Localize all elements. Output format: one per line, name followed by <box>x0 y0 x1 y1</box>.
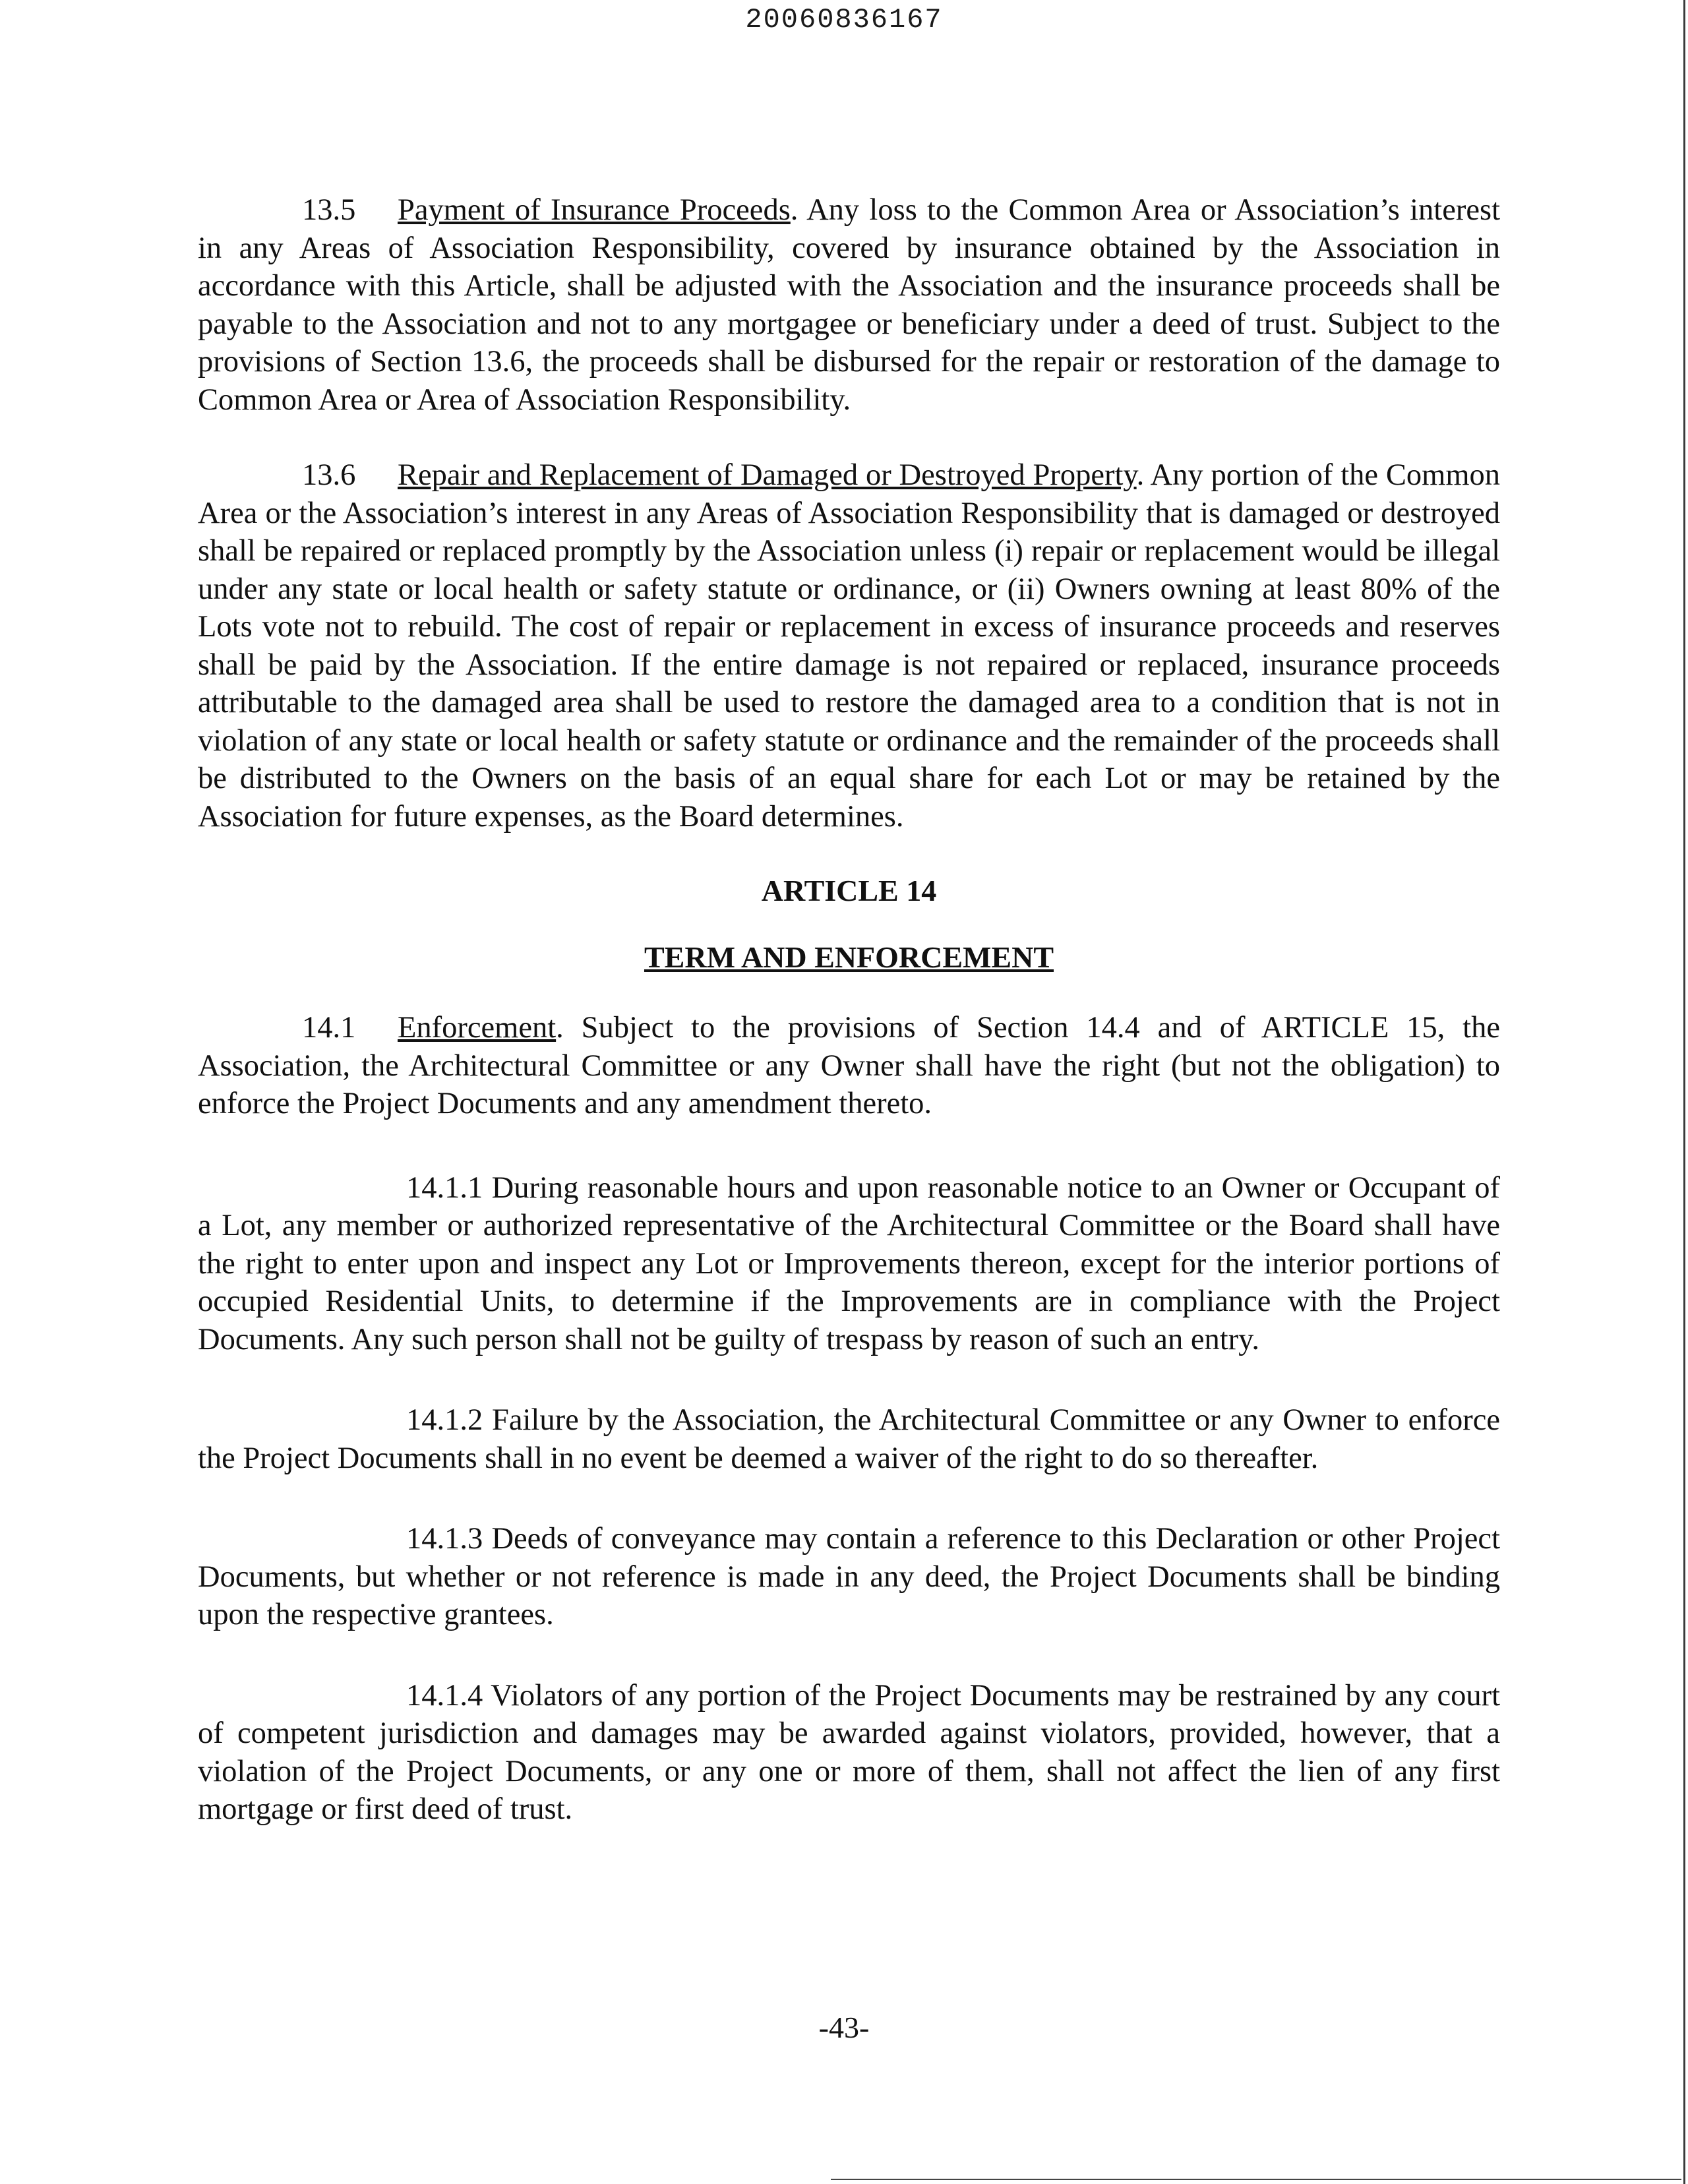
section-body: . Subject to the provisions of Section 14.4 and of ARTICLE 15, the Association, the Architectural Committee or any Owner shall have the right (but not the obligation) to enforce the Project Documents and any amendment thereto. <box>198 1011 1500 1120</box>
scan-bottom-line <box>831 2179 1681 2180</box>
document-page <box>198 191 1500 1829</box>
section-14-1-3 <box>198 1520 1500 1634</box>
scan-edge-line <box>1683 0 1685 2184</box>
page-number: -43- <box>818 2011 870 2044</box>
section-body: . Any loss to the Common Area or Association’s interest in any Areas of Association Responsibility, covered by insurance obtained by the Association in accordance with this Article, shall be adjusted with the Association and the insurance proceeds shall be payable to the Association and not to any mortgagee or beneficiary under a deed of trust. Subject to the provisions of Section 13.6, the proceeds shall be disbursed for the repair or restoration of the damage to Common Area or Area of Association Responsibility. <box>198 193 1500 417</box>
section-heading: Repair and Replacement of Damaged or Destroyed Property <box>398 458 1137 492</box>
section-body: . Any portion of the Common Area or the Association’s interest in any Areas of Association Responsibility that is damaged or destroyed shall be repaired or replaced promptly by the Association unless (i) repair or replacement would be illegal under any state or local health or safety statute or ordinance, or (ii) Owners owning at least 80% of the Lots vote not to rebuild. The cost of repair or replacement in excess of insurance proceeds and reserves shall be paid by the Association. If the entire damage is not repaired or replaced, insurance proceeds attributable to the damaged area shall be used to restore the damaged area to a condition that is not in violation of any state or local health or safety statute or ordinance and the remainder of the proceeds shall be distributed to the Owners on the basis of an equal share for each Lot or may be retained by the Association for future expenses, as the Board determines. <box>198 458 1500 834</box>
section-number: 14.1.1 <box>406 1170 483 1205</box>
section-number: 14.1.4 <box>406 1678 483 1713</box>
article-title: TERM AND ENFORCEMENT <box>644 940 1054 974</box>
section-body: Failure by the Association, the Architectural Committee or any Owner to enforce the Project Documents shall in no event be deemed a waiver of the right to do so thereafter. <box>198 1403 1500 1475</box>
section-body: During reasonable hours and upon reasonable notice to an Owner or Occupant of a Lot, any member or authorized representative of the Architectural Committee or the Board shall have the right to enter upon and inspect any Lot or Improvements thereon, except for the interior portions of occupied Residential Units, to determine if the Improvements are in compliance with the Project Documents. Any such person shall not be guilty of trespass by reason of such an entry. <box>198 1170 1500 1356</box>
section-body: Violators of any portion of the Project Documents may be restrained by any court of competent jurisdiction and damages may be awarded against violators, provided, however, that a violation of the Project Documents, or any one or more of them, shall not affect the lien of any first mortgage or first deed of trust. <box>198 1678 1500 1826</box>
section-number: 14.1.3 <box>406 1522 483 1556</box>
section-number: 14.1.2 <box>406 1403 483 1437</box>
section-body: Deeds of conveyance may contain a reference to this Declaration or other Project Documents, but whether or not reference is made in any deed, the Project Documents shall be binding upon the respective grantees. <box>198 1522 1500 1631</box>
section-13-5 <box>198 191 1500 419</box>
section-heading: Payment of Insurance Proceeds <box>398 193 791 227</box>
section-number: 13.5 <box>302 193 356 227</box>
article-label: ARTICLE 14 <box>761 874 937 907</box>
section-number: 14.1 <box>302 1011 356 1045</box>
section-14-1-4 <box>198 1677 1500 1829</box>
section-14-1-2 <box>198 1401 1500 1477</box>
section-13-6 <box>198 456 1500 835</box>
section-heading: Enforcement <box>398 1011 557 1045</box>
section-14-1-1 <box>198 1169 1500 1359</box>
document-number: 20060836167 <box>745 4 943 36</box>
section-number: 13.6 <box>302 458 356 492</box>
section-14-1 <box>198 1009 1500 1123</box>
